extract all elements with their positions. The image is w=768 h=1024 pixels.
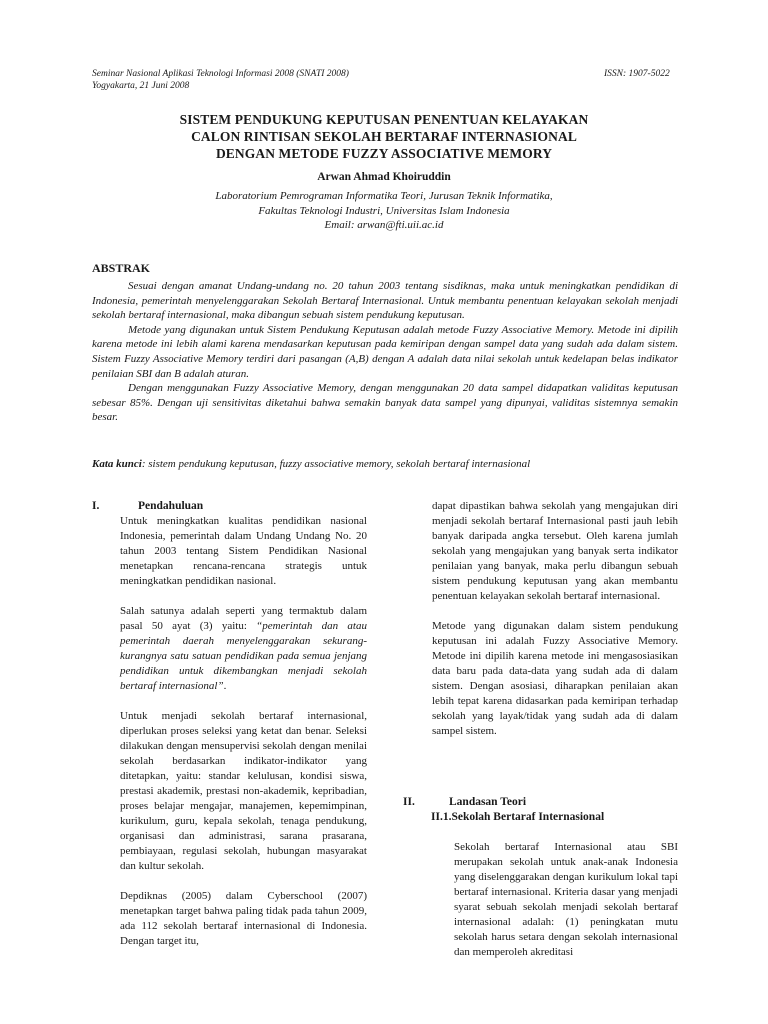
issn-label: ISSN: 1907-5022 — [604, 69, 670, 79]
affiliation-line-1: Laboratorium Pemrograman Informatika Teori, Jurusan Teknik Informatika, — [215, 190, 553, 202]
right-paragraph-2: Metode yang digunakan dalam sistem pendukung keputusan ini adalah Fuzzy Associative Memory. Metode ini dipilih karena metode ini mengasosiasikan data baru pada data-data yang sudah ada di dalam sistem. Dengan asosiasi, diharapkan penilaian akan lebih tepat karena didasarkan pada kemiripan terhadap sekolah yang layak/tidak yang sudah ada di dalam sampel sistem. — [432, 620, 678, 737]
section-1-p2-lead: Salah satunya adalah seperti yang termaktub dalam pasal 50 ayat (3) yaitu: — [120, 605, 367, 632]
abstract-paragraph-1: Sesuai dengan amanat Undang-undang no. 20 tahun 2003 tentang sisdiknas, maka untuk meningkatkan pendidikan di Indonesia, pemerintah menyelenggarakan Sekolah Bertaraf Internasional. Untuk membantu penentuan kelayakan sekolah menjadi sekolah bertaraf internasional, maka dibangun sebuah sistem pendukung keputusan. — [92, 280, 678, 322]
abstract-paragraph-2: Metode yang digunakan untuk Sistem Pendukung Keputusan adalah metode Fuzzy Associative Memory. Metode ini dipilih karena metode ini lebih alami karena mendasarkan keputusan pada kemiripan dengan sampel data yang sudah ada dalam sistem. Sistem Fuzzy Associative Memory terdiri dari pasangan (A,B) dengan A adalah data nilai sekolah untuk kedelapan belas indikator penilaian SBI dan B adalah aturan. — [92, 323, 678, 380]
author-email: Email: arwan@fti.uii.ac.id — [324, 219, 444, 231]
author-affiliation — [0, 189, 768, 233]
left-column-text — [120, 514, 367, 949]
section-2-number: II. — [403, 796, 415, 808]
section-1-p2-quote: “pemerintah dan atau pemerintah daerah menyelenggarakan sekurang-kurangnya satu satuan pendidikan pada semua jenjang pendidikan untuk dikembangkan menjadi sekolah bertaraf internasional” — [120, 620, 367, 692]
paper-title — [0, 111, 768, 162]
right-column-text — [432, 499, 678, 739]
author-name: Arwan Ahmad Khoiruddin — [317, 171, 451, 183]
title-line-2: CALON RINTISAN SEKOLAH BERTARAF INTERNASIONAL — [191, 129, 577, 144]
section-2-text — [454, 840, 678, 960]
section-2-title: Landasan Teori — [449, 796, 527, 808]
title-line-3: DENGAN METODE FUZZY ASSOCIATIVE MEMORY — [215, 146, 553, 161]
section-1-p2-end: . — [223, 680, 227, 692]
running-header-seminar: Seminar Nasional Aplikasi Teknologi Informasi 2008 (SNATI 2008) — [92, 69, 349, 79]
running-header-place-date: Yogyakarta, 21 Juni 2008 — [92, 81, 190, 91]
subsection-2-1-title: II.1.Sekolah Bertaraf Internasional — [431, 811, 605, 823]
keywords-label: Kata kunci — [92, 458, 142, 470]
keywords-text: : sistem pendukung keputusan, fuzzy associative memory, sekolah bertaraf internasional — [141, 458, 531, 470]
keywords — [92, 458, 692, 470]
section-1-paragraph-4: Depdiknas (2005) dalam Cyberschool (2007) menetapkan target bahwa paling tidak pada tahun 2009, ada 112 sekolah bertaraf internasional di Indonesia. Dengan target itu, — [120, 890, 367, 947]
section-1-number: I. — [92, 500, 100, 512]
abstract-heading: ABSTRAK — [92, 261, 151, 275]
right-paragraph-1: dapat dipastikan bahwa sekolah yang mengajukan diri menjadi sekolah bertaraf Internasional pasti jauh lebih banyak daripada angka tersebut. Oleh karena jumlah sekolah yang mengajukan yang banyak serta indikator penilaian yang banyak, maka perlu dibangun sebuah sistem pendukung keputusan yang akan membantu penentuan kelayakan sekolah bertaraf internasional. — [432, 500, 678, 602]
abstract-paragraph-3: Dengan menggunakan Fuzzy Associative Memory, dengan menggunakan 20 data sampel didapatkan validitas keputusan sebesar 85%. Dengan uji sensitivitas diketahui bahwa semakin banyak data sampel yang dipunyai, validitas sistemnya semakin besar. — [92, 382, 678, 424]
abstract-body — [92, 279, 678, 425]
section-1-paragraph-1: Untuk meningkatkan kualitas pendidikan nasional Indonesia, pemerintah dalam Undang Undang No. 20 tahun 2003 tentang Sistem Pendidikan Nasional menetapkan rencana-rencana strategis untuk meningkatkan pendidikan nasional. — [120, 515, 367, 587]
affiliation-line-2: Fakultas Teknologi Industri, Universitas Islam Indonesia — [258, 204, 510, 217]
section-1-title: Pendahuluan — [138, 500, 204, 512]
section-1-paragraph-3: Untuk menjadi sekolah bertaraf internasional, diperlukan proses seleksi yang ketat dan benar. Seleksi dilakukan dengan mensupervisi sekolah dengan menilai sekolah berdasarkan indikator-indikator yang ditetapkan, yaitu: standar kelulusan, kondisi siswa, prestasi akademik, prestasi non-akademik, kepribadian, proses belajar mengajar, manajemen, kepemimpinan, kurikulum, guru, kepala sekolah, tenaga pendukung, organisasi dan administrasi, sarana prasarana, pembiayaan, regulasi sekolah, hubungan masyarakat dan kultur sekolah. — [120, 710, 367, 872]
section-2-paragraph-1: Sekolah bertaraf Internasional atau SBI merupakan sekolah untuk anak-anak Indonesia yang diselenggarakan dengan kurikulum lokal tapi bertaraf internasional. Kriteria dasar yang menjadi syarat sebuah sekolah menjadi sekolah bertaraf internasional adalah: (1) peningkatan mutu sekolah harus setara dengan sekolah internasional dan memperoleh akreditasi — [454, 841, 678, 958]
title-line-1: SISTEM PENDUKUNG KEPUTUSAN PENENTUAN KELAYAKAN — [179, 112, 589, 127]
section-1-paragraph-2 — [120, 604, 367, 694]
